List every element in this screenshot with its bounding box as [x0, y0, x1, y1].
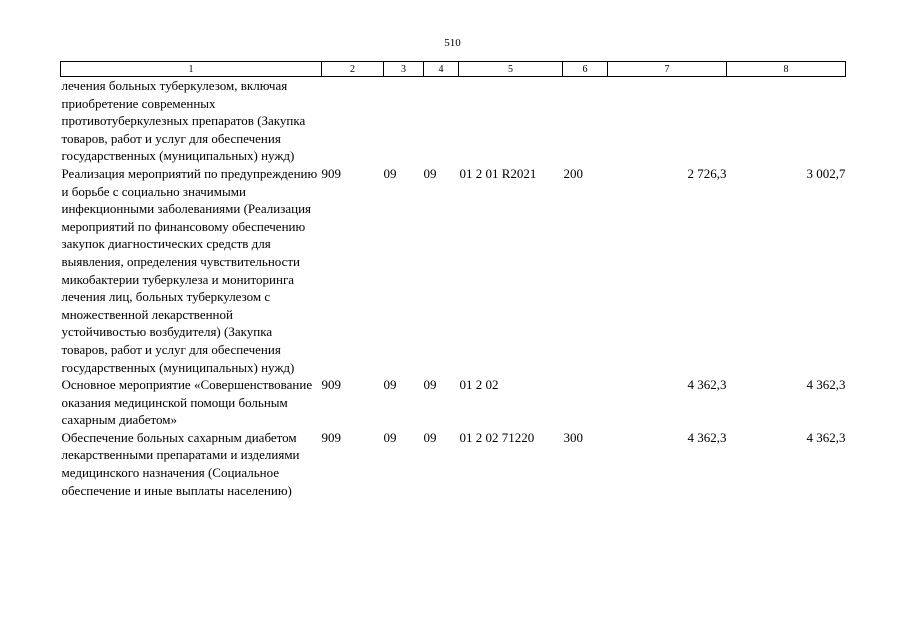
column-header: 3	[384, 62, 424, 77]
page-number: 510	[444, 37, 461, 49]
column-header: 6	[563, 62, 608, 77]
section-code: 09	[383, 429, 397, 445]
ministry-code	[322, 77, 384, 165]
subsection-code	[424, 77, 459, 165]
amount-year-2: 4 362,3	[806, 429, 846, 445]
amount-year-1	[608, 77, 727, 165]
amount-year-1: 4 362,3	[687, 429, 727, 445]
row-description: Реализация мероприятий по предупреждению и борьбе с социально значимыми инфекционными заболеваниями (Реализация мероприятий по финансовому обеспечению закупок диагностических средств для выявления, определения чувствительности микобактерии туберкулеза и мониторинга лечения лиц, больных туберкулезом с множественной лекарственной устойчивостью возбудителя) (Закупка товаров, работ и услуг для обеспечения государственных (муниципальных) нужд)	[61, 165, 318, 375]
budget-table	[60, 61, 846, 499]
section-code	[384, 77, 424, 165]
table-row	[61, 376, 846, 429]
target-article	[459, 77, 563, 165]
expense-type	[563, 376, 608, 429]
target-article: 01 2 01 R2021	[459, 165, 537, 181]
subsection-code: 09	[423, 429, 437, 445]
amount-year-2	[727, 77, 846, 165]
column-header: 8	[727, 62, 846, 77]
subsection-code: 09	[423, 377, 437, 393]
expense-type: 200	[563, 165, 583, 181]
ministry-code: 909	[321, 377, 341, 393]
table-row	[61, 165, 846, 376]
target-article: 01 2 02 71220	[459, 429, 535, 445]
amount-year-2: 3 002,7	[806, 165, 846, 181]
expense-type: 300	[563, 429, 583, 445]
column-header: 4	[424, 62, 459, 77]
column-header: 2	[322, 62, 384, 77]
ministry-code: 909	[321, 429, 341, 445]
amount-year-1: 4 362,3	[687, 377, 727, 393]
row-description: лечения больных туберкулезом, включая приобретение современных противотуберкулезных препаратов (Закупка товаров, работ и услуг для обеспечения государственных (муниципальных) нужд)	[61, 78, 306, 164]
section-code: 09	[383, 165, 397, 181]
expense-type	[563, 77, 608, 165]
section-code: 09	[383, 377, 397, 393]
target-article: 01 2 02	[459, 377, 499, 393]
table-row	[61, 77, 846, 165]
column-number-header	[61, 62, 846, 77]
row-description: Основное мероприятие «Совершенствование оказания медицинской помощи больным сахарным диабетом»	[61, 377, 313, 428]
table-row	[61, 429, 846, 499]
row-description: Обеспечение больных сахарным диабетом лекарственными препаратами и изделиями медицинского назначения (Социальное обеспечение и иные выплаты населению)	[61, 429, 300, 498]
column-header: 5	[459, 62, 563, 77]
column-header: 1	[61, 62, 322, 77]
amount-year-2: 4 362,3	[806, 377, 846, 393]
ministry-code: 909	[321, 165, 341, 181]
amount-year-1: 2 726,3	[687, 165, 727, 181]
subsection-code: 09	[423, 165, 437, 181]
column-header: 7	[608, 62, 727, 77]
